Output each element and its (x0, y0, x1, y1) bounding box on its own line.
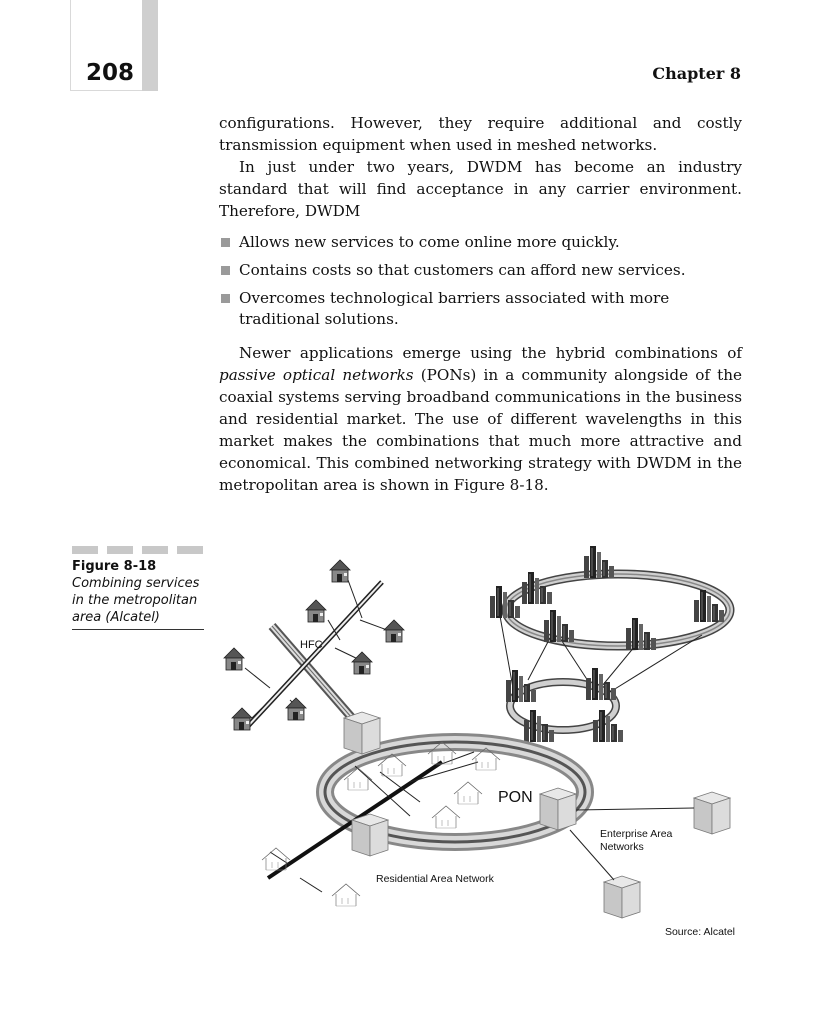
figure-caption (72, 558, 204, 630)
paragraph-continuation: configurations. However, they require additional and costly transmission equipment when used in meshed networks. (219, 114, 742, 154)
list-item: Allows new services to come online more quickly. (219, 232, 742, 253)
chapter-heading: Chapter 8 (652, 64, 741, 83)
bullet-list (219, 232, 742, 337)
caption-decoration (72, 546, 204, 554)
figure-source: Source: Alcatel (664, 926, 735, 938)
list-item: Overcomes technological barriers associated with more traditional solutions. (219, 288, 742, 330)
bullet-square-icon (221, 238, 230, 247)
bullet-square-icon (221, 294, 230, 303)
pon-label: PON (498, 789, 533, 806)
residential-label: Residential Area Network (376, 873, 494, 885)
body-paragraph-pon: Newer applications emerge using the hybrid combinations of passive optical networks (PONs) in a community alongside of the coaxial systems serving broadband communications in the business and residential market. The use of different wavelengths in this market makes the combinations that much more attractive and economical. This combined networking strategy with DWDM in the metropolitan area is shown in Figure 8-18. (219, 344, 742, 494)
body-paragraph-1 (219, 112, 742, 222)
hfc-label: HFC (300, 639, 323, 651)
list-item: Contains costs so that customers can afford new services. (219, 260, 742, 281)
italic-term: passive optical networks (219, 366, 414, 384)
enterprise-label: Enterprise Area Networks (600, 828, 673, 853)
metro-network-diagram (210, 540, 750, 950)
page-number-bar (142, 0, 158, 91)
figure-caption-title: Figure 8-18 (72, 559, 157, 574)
figure-caption-text: Combining services in the metropolitan area (Alcatel) (72, 576, 200, 625)
page-number: 208 (86, 60, 135, 86)
paragraph-dwdm-standard: In just under two years, DWDM has become an industry standard that will find acceptance in any carrier environment. Therefore, DWDM (219, 158, 742, 220)
bullet-square-icon (221, 266, 230, 275)
